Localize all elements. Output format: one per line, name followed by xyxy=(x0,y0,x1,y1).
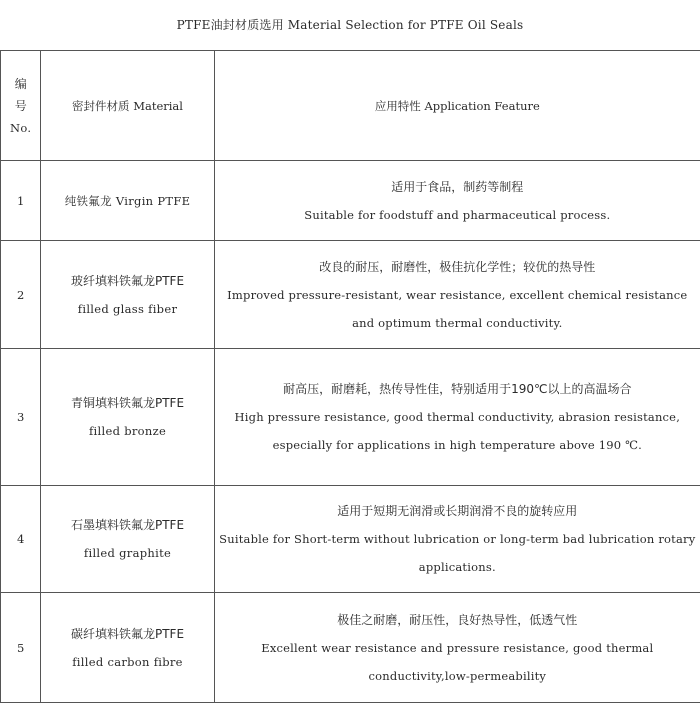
header-material: 密封件材质 Material xyxy=(41,51,214,161)
header-no xyxy=(1,51,41,161)
table-header-row xyxy=(1,51,700,161)
feature-en: Excellent wear resistance and pressure resistance, good thermal conductivity,low-permeability xyxy=(219,634,696,690)
feature-zh: 改良的耐压，耐磨性，极佳抗化学性；较优的热导性 xyxy=(219,253,696,281)
feature-zh: 适用于短期无润滑或长期润滑不良的旋转应用 xyxy=(219,497,696,525)
material-cell xyxy=(41,349,214,486)
table-row xyxy=(1,241,700,349)
material-name-zh: 碳纤填料铁氟龙PTFE xyxy=(45,620,209,648)
feature-en: Suitable for foodstuff and pharmaceutical process. xyxy=(219,201,696,229)
row-number: 2 xyxy=(1,241,41,349)
material-cell xyxy=(41,161,214,241)
material-name-zh: 青铜填料铁氟龙PTFE xyxy=(45,389,209,417)
material-name-zh: 石墨填料铁氟龙PTFE xyxy=(45,511,209,539)
table-row xyxy=(1,593,700,703)
material-name-zh: 玻纤填料铁氟龙PTFE xyxy=(45,267,209,295)
table-row xyxy=(1,486,700,593)
material-name-en: filled graphite xyxy=(45,539,209,567)
material-cell xyxy=(41,486,214,593)
table-row xyxy=(1,349,700,486)
material-name-en: filled carbon fibre xyxy=(45,648,209,676)
row-number: 1 xyxy=(1,161,41,241)
material-selection-table xyxy=(0,50,700,703)
feature-cell xyxy=(214,241,700,349)
page-title: PTFE油封材质选用 Material Selection for PTFE Oil Seals xyxy=(0,0,700,50)
row-number: 3 xyxy=(1,349,41,486)
row-number: 5 xyxy=(1,593,41,703)
feature-cell xyxy=(214,161,700,241)
feature-zh: 极佳之耐磨，耐压性，良好热导性，低透气性 xyxy=(219,606,696,634)
material-cell xyxy=(41,593,214,703)
material-cell xyxy=(41,241,214,349)
feature-zh: 耐高压，耐磨耗，热传导性佳，特别适用于190℃以上的高温场合 xyxy=(219,375,696,403)
feature-en: Suitable for Short-term without lubrication or long-term bad lubrication rotary applications. xyxy=(219,525,696,581)
header-no-en: No. xyxy=(5,117,36,139)
feature-en: High pressure resistance, good thermal conductivity, abrasion resistance, especially for applications in high temperature above 190 ℃. xyxy=(219,403,696,459)
material-name-en: filled bronze xyxy=(45,417,209,445)
header-no-zh-2: 号 xyxy=(5,95,36,117)
material-name: 纯铁氟龙 Virgin PTFE xyxy=(45,187,209,215)
feature-cell xyxy=(214,486,700,593)
row-number: 4 xyxy=(1,486,41,593)
feature-zh: 适用于食品，制药等制程 xyxy=(219,173,696,201)
table-row xyxy=(1,161,700,241)
feature-cell xyxy=(214,593,700,703)
material-name-en: filled glass fiber xyxy=(45,295,209,323)
feature-cell xyxy=(214,349,700,486)
feature-en: Improved pressure-resistant, wear resistance, excellent chemical resistance and optimum thermal conductivity. xyxy=(219,281,696,337)
header-feature: 应用特性 Application Feature xyxy=(214,51,700,161)
header-no-zh-1: 编 xyxy=(5,73,36,95)
